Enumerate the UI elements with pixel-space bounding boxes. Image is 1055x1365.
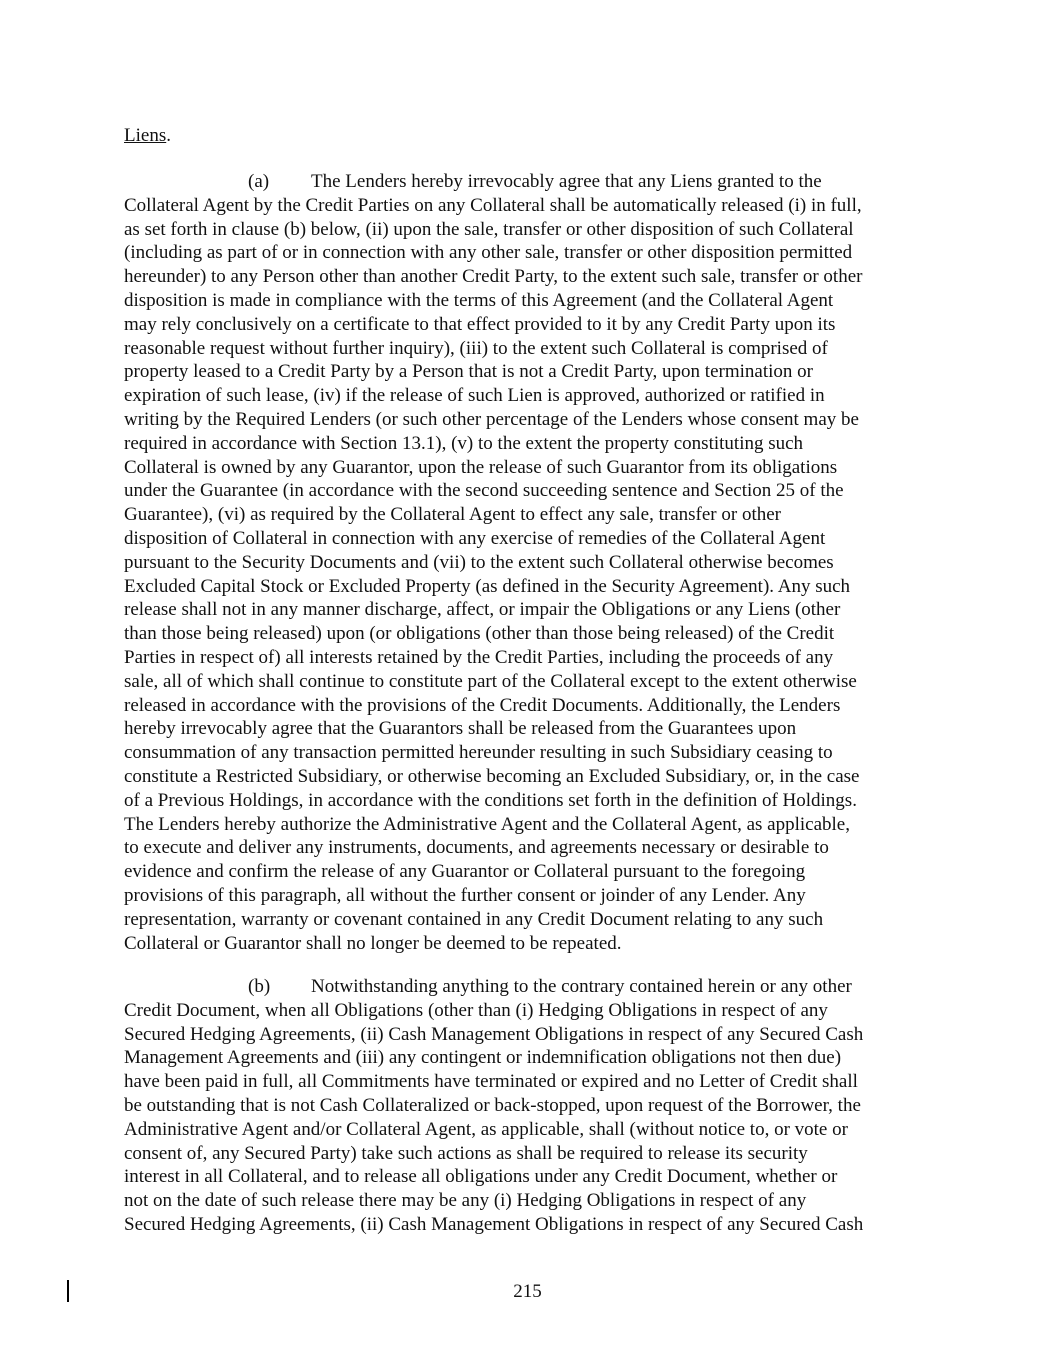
paragraph-line: may rely conclusively on a certificate to that effect provided to it by any Credit Party upon its xyxy=(124,313,836,335)
paragraph-label: (b) xyxy=(248,976,271,997)
paragraph-line: under the Guarantee (in accordance with the second succeeding sentence and Section 25 of the xyxy=(124,480,844,502)
paragraph-line: disposition of Collateral in connection with any exercise of remedies of the Collateral Agent xyxy=(124,527,826,549)
paragraph-line xyxy=(124,170,924,194)
paragraph-line: pursuant to the Security Documents and (vii) to the extent such Collateral otherwise becomes xyxy=(124,551,834,573)
page-number: 215 xyxy=(513,1281,542,1302)
paragraph-line: reasonable request without further inquiry), (iii) to the extent such Collateral is comprised of xyxy=(124,337,828,359)
paragraph-line: consent of, any Secured Party) take such actions as shall be required to release its security xyxy=(124,1142,808,1164)
heading-term: Liens xyxy=(124,125,167,146)
paragraph-line: interest in all Collateral, and to release all obligations under any Credit Document, whether or xyxy=(124,1166,838,1188)
paragraph-line: as set forth in clause (b) below, (ii) upon the sale, transfer or other disposition of such Collateral xyxy=(124,218,854,240)
paragraph-a xyxy=(124,170,924,955)
paragraph-line-text: Notwithstanding anything to the contrary contained herein or any other xyxy=(311,976,852,997)
paragraph-line: property leased to a Credit Party by a Person that is not a Credit Party, upon termination or xyxy=(124,361,813,383)
paragraph-line: evidence and confirm the release of any Guarantor or Collateral pursuant to the foregoing xyxy=(124,861,806,883)
paragraph-line: Collateral is owned by any Guarantor, upon the release of such Guarantor from its obligations xyxy=(124,456,838,478)
paragraph-line: of a Previous Holdings, in accordance with the conditions set forth in the definition of Holdings. xyxy=(124,789,857,811)
paragraph-line: required in accordance with Section 13.1), (v) to the extent the property constituting such xyxy=(124,432,804,454)
paragraph-line: not on the date of such release there may be any (i) Hedging Obligations in respect of any xyxy=(124,1190,807,1212)
paragraph-line: to execute and deliver any instruments, documents, and agreements necessary or desirable to xyxy=(124,837,829,859)
paragraph-line: Parties in respect of) all interests retained by the Credit Parties, including the proceeds of any xyxy=(124,646,834,668)
paragraph-line: (including as part of or in connection with any other sale, transfer or other disposition permitted xyxy=(124,242,853,264)
paragraph-line: Collateral or Guarantor shall no longer be deemed to be repeated. xyxy=(124,932,622,954)
paragraph-line: consummation of any transaction permitted hereunder resulting in such Subsidiary ceasing to xyxy=(124,742,833,764)
paragraph-line: constitute a Restricted Subsidiary, or otherwise becoming an Excluded Subsidiary, or, in the case xyxy=(124,765,860,787)
paragraph-line: The Lenders hereby authorize the Administrative Agent and the Collateral Agent, as applicable, xyxy=(124,813,850,835)
paragraph-line: Credit Document, when all Obligations (other than (i) Hedging Obligations in respect of any xyxy=(124,999,828,1021)
paragraph-line: released in accordance with the provisions of the Credit Documents. Additionally, the Lenders xyxy=(124,694,841,716)
paragraph-label: (a) xyxy=(248,171,270,192)
paragraph-line: Secured Hedging Agreements, (ii) Cash Management Obligations in respect of any Secured Cash xyxy=(124,1213,864,1235)
paragraph-line: sale, all of which shall continue to constitute part of the Collateral except to the extent otherwise xyxy=(124,670,857,692)
paragraph-line: have been paid in full, all Commitments have terminated or expired and no Letter of Credit shall xyxy=(124,1071,858,1093)
paragraph-line: disposition is made in compliance with the terms of this Agreement (and the Collateral Agent xyxy=(124,289,834,311)
paragraph-line: expiration of such lease, (iv) if the release of such Lien is approved, authorized or ratified in xyxy=(124,385,825,407)
paragraph-line: hereunder) to any Person other than another Credit Party, to the extent such sale, transfer or other xyxy=(124,266,863,288)
paragraph-line: Management Agreements and (iii) any contingent or indemnification obligations not then due) xyxy=(124,1047,842,1069)
paragraph-line: release shall not in any manner discharge, affect, or impair the Obligations or any Liens (other xyxy=(124,599,841,621)
paragraph-line xyxy=(124,975,924,999)
paragraph-line: representation, warranty or covenant contained in any Credit Document relating to any such xyxy=(124,908,824,930)
paragraph-line: Excluded Capital Stock or Excluded Property (as defined in the Security Agreement). Any such xyxy=(124,575,851,597)
paragraph-line: provisions of this paragraph, all without the further consent or joinder of any Lender. Any xyxy=(124,884,806,906)
paragraph-line: Collateral Agent by the Credit Parties on any Collateral shall be automatically released (i) in full, xyxy=(124,194,862,216)
paragraph-line: Administrative Agent and/or Collateral Agent, as applicable, shall (without notice to, or vote or xyxy=(124,1118,848,1140)
paragraph-line: be outstanding that is not Cash Collateralized or back-stopped, upon request of the Borrower, the xyxy=(124,1094,861,1116)
paragraph-line: hereby irrevocably agree that the Guarantors shall be released from the Guarantees upon xyxy=(124,718,797,740)
paragraph-b xyxy=(124,975,924,1237)
paragraph-line: Guarantee), (vi) as required by the Collateral Agent to effect any sale, transfer or other xyxy=(124,504,781,526)
section-heading xyxy=(124,124,171,148)
heading-punctuation: . xyxy=(166,125,171,146)
paragraph-line-text: The Lenders hereby irrevocably agree that any Liens granted to the xyxy=(311,171,822,192)
paragraph-line: Secured Hedging Agreements, (ii) Cash Management Obligations in respect of any Secured Cash xyxy=(124,1023,864,1045)
paragraph-line: writing by the Required Lenders (or such other percentage of the Lenders whose consent may be xyxy=(124,408,859,430)
paragraph-line: than those being released) upon (or obligations (other than those being released) of the Credit xyxy=(124,623,835,645)
